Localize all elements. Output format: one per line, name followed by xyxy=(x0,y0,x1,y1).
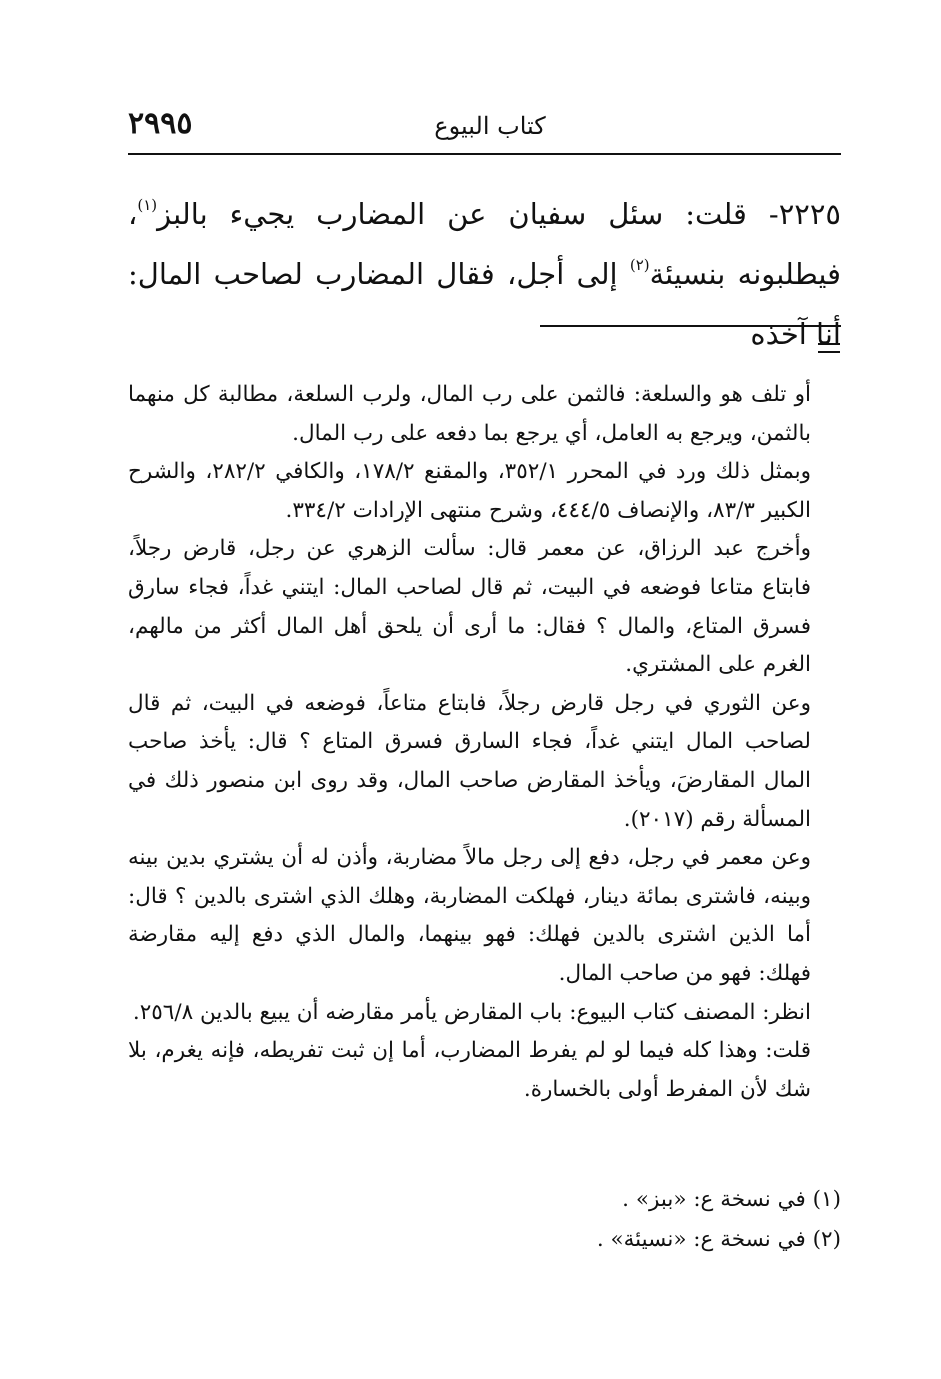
editor-notes xyxy=(128,376,841,1109)
running-title: كتاب البيوع xyxy=(434,112,546,140)
header-rule xyxy=(128,153,841,155)
note-paragraph: وبمثل ذلك ورد في المحرر ٣٥٢/١، والمقنع ١٧٨/٢، والكافي ٢٨٢/٢، والشرح الكبير ٨٣/٣، والإنصاف ٤٤٤/٥، وشرح منتهى الإرادات ٣٣٤/٢. xyxy=(128,459,811,523)
note-paragraph: وعن معمر في رجل، دفع إلى رجل مالاً مضاربة، وأذن له أن يشتري بدين بينه وبينه، فاشترى بمائة دينار، فهلكت المضاربة، وهلك الذي اشترى بالدين ؟ قال: أما الذين اشترى بالدين فهلك: فهو بينهما، والمال الذي دفع إليه مقارضة فهلك: فهو من صاحب المال. xyxy=(128,845,811,986)
entry-text-1: ٢٢٢٥- قلت: سئل سفيان عن المضارب يجيء بالبز xyxy=(157,197,841,231)
notes-separator-rule xyxy=(540,325,841,327)
note-paragraph: انظر: المصنف كتاب البيوع: باب المقارض يأمر مقارضه أن يبيع بالدين ٢٥٦/٨. xyxy=(132,999,811,1025)
footnote-ref-2[interactable]: (٢) xyxy=(629,256,650,274)
entry-text-2: ، فيطلبونه xyxy=(128,197,841,291)
entry-text-3: بنسيئة xyxy=(649,257,726,291)
note-paragraph: قلت: وهذا كله فيما لو لم يفرط المضارب، أما إن ثبت تفريطه، فإنه يغرم، بلا شك لأن المفرط أولى بالخسارة. xyxy=(128,1038,811,1102)
footnote-2: (٢) في نسخة ع: «نسيئة» . xyxy=(596,1227,841,1252)
footnote-1: (١) في نسخة ع: «ببز» . xyxy=(622,1187,841,1212)
note-paragraph: وعن الثوري في رجل قارض رجلاً، فابتاع متاعاً، فوضعه في البيت، ثم قال لصاحب المال ايتني غداً، فجاء السارق فسرق المتاع ؟ قال: يأخذ صاحب المال المقارضَ، ويأخذ المقارض صاحب المال، وقد روى ابن منصور ذلك في المسألة رقم (٢٠١٧). xyxy=(128,690,811,832)
note-paragraph: وأخرج عبد الرزاق، عن معمر قال: سألت الزهري عن رجل، قارض رجلاً، فابتاع متاعا فوضعه في البيت، ثم قال لصاحب المال: ايتني غداً، فجاء سارق فسرق المتاع، والمال ؟ فقال: ما أرى أن يلحق أهل المال أكثر من مالهم، الغرم على المشتري. xyxy=(128,536,811,678)
main-entry xyxy=(128,184,841,364)
note-paragraph: أو تلف هو والسلعة: فالثمن على رب المال، ولرب السلعة، مطالبة كل منهما بالثمن، ويرجع به العامل، أي يرجع بما دفعه على رب المال. xyxy=(128,382,811,446)
continuation-mark xyxy=(818,343,840,353)
footnote-ref-1[interactable]: (١) xyxy=(137,196,158,214)
page-number: ٢٩٩٥ xyxy=(128,106,193,141)
footnotes xyxy=(128,1180,841,1260)
entry-text-4: إلى أجل، فقال المضارب لصاحب المال: أنا آخذه xyxy=(128,257,841,351)
